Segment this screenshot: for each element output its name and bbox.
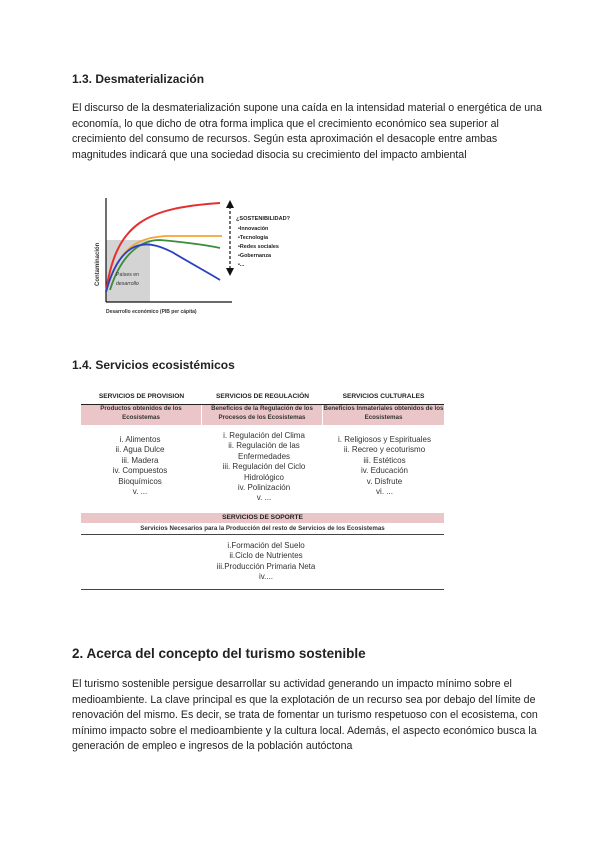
list-item: i. Religiosos y Espirituales: [338, 435, 431, 444]
factor-3: •Gobernanza: [238, 253, 272, 259]
column-subheader-regulacion: Beneficios de la Regulación de los Procesos de los Ecosistemas: [202, 405, 322, 425]
support-header: SERVICIOS DE SOPORTE: [81, 513, 444, 523]
factor-1: •Tecnología: [238, 235, 268, 241]
paragraph-desmaterializacion: El discurso de la desmaterialización supone una caída en la intensidad material o energética de una economía, lo que dicho de otra forma implica que el crecimiento económico sea superior al crecimiento del consumo de recursos. Según esta aproximación el desacople entre ambas magnitudes indicará que una sociedad disocia su crecimiento del impacto ambiental: [72, 102, 542, 161]
factor-4: •...: [238, 262, 245, 268]
diagram-ylabel: Contaminación: [95, 242, 101, 286]
provision-list: [85, 435, 195, 497]
arrow-down-icon: [226, 268, 234, 276]
list-item: Bioquímicos: [118, 476, 162, 486]
column-header-regulacion: SERVICIOS DE REGULACIÓN: [202, 393, 323, 405]
list-item: iv. Compuestos: [112, 466, 168, 476]
column-header-provision: SERVICIOS DE PROVISION: [81, 393, 202, 405]
diagram-xlabel: Desarrollo económico (PIB per cápita): [106, 309, 197, 315]
support-subheader: Servicios Necesarios para la Producción del resto de Servicios de los Ecosistemas: [81, 524, 444, 535]
list-item: iii. Estéticos: [363, 455, 406, 465]
factor-2: •Redes sociales: [238, 244, 279, 250]
list-item: iii. Madera: [121, 455, 159, 465]
sustainability-question: ¿SOSTENIBILIDAD?: [236, 216, 291, 222]
list-item: iii. Regulación del Ciclo: [222, 462, 306, 472]
list-item: iv....: [258, 572, 274, 582]
list-item: v. ...: [132, 487, 148, 497]
column-subheader-provision: Productos obtenidos de los Ecosistemas: [81, 405, 201, 425]
list-item: i. Alimentos: [119, 435, 161, 444]
section-heading-turismo: 2. Acerca del concepto del turismo sostenible: [72, 646, 366, 661]
list-item: i.Formación del Suelo: [227, 541, 305, 550]
decoupling-diagram: [92, 192, 337, 324]
list-item: Enfermedades: [237, 451, 291, 461]
section-heading-servicios: 1.4. Servicios ecosistémicos: [72, 358, 235, 372]
list-item: iv. Polinización: [237, 483, 291, 493]
list-item: iv. Educación: [361, 466, 408, 476]
shade-label-line1: Países en: [116, 272, 140, 278]
table-bottom-border: [81, 589, 444, 590]
section-heading-desmaterializacion: 1.3. Desmaterialización: [72, 72, 205, 86]
paragraph-turismo: El turismo sostenible persigue desarrollar su actividad generando un impacto mínimo sobre el medioambiente. La clave principal es que la explotación de un recurso sea por debajo del límite de renovación del mismo. Es decir, se trata de fomentar un turismo respetuoso con el ecosistema, con mínimo impacto sobre el medioambiente y la cultura local. Además, el aspecto económico busca la generación de empleo e ingresos de la población autóctona: [72, 678, 538, 753]
column-header-culturales: SERVICIOS CULTURALES: [323, 393, 444, 405]
list-item: iii.Producción Primaria Neta: [216, 561, 316, 571]
shade-label-line2: desarrollo: [116, 281, 139, 287]
list-item: Hidrológico: [243, 472, 285, 482]
list-item: ii.Ciclo de Nutrientes: [229, 551, 303, 561]
ecosystem-services-table: [81, 393, 444, 593]
list-item: v. ...: [256, 493, 272, 503]
column-subheader-culturales: Beneficios Inmateriales obtenidos de los Ecosistemas: [323, 405, 444, 425]
arrow-up-icon: [226, 200, 234, 208]
support-list: [211, 541, 321, 583]
list-item: ii. Recreo y ecoturismo: [343, 445, 426, 455]
regulacion-list: [205, 431, 323, 504]
list-item: ii. Agua Dulce: [115, 445, 165, 455]
list-item: v. Disfrute: [366, 476, 403, 486]
culturales-list: [325, 435, 444, 497]
list-item: ii. Regulación de las: [228, 441, 300, 451]
list-item: i. Regulación del Clima: [223, 431, 305, 440]
list-item: vi. ...: [376, 487, 393, 497]
factor-0: •Innovación: [238, 226, 269, 232]
